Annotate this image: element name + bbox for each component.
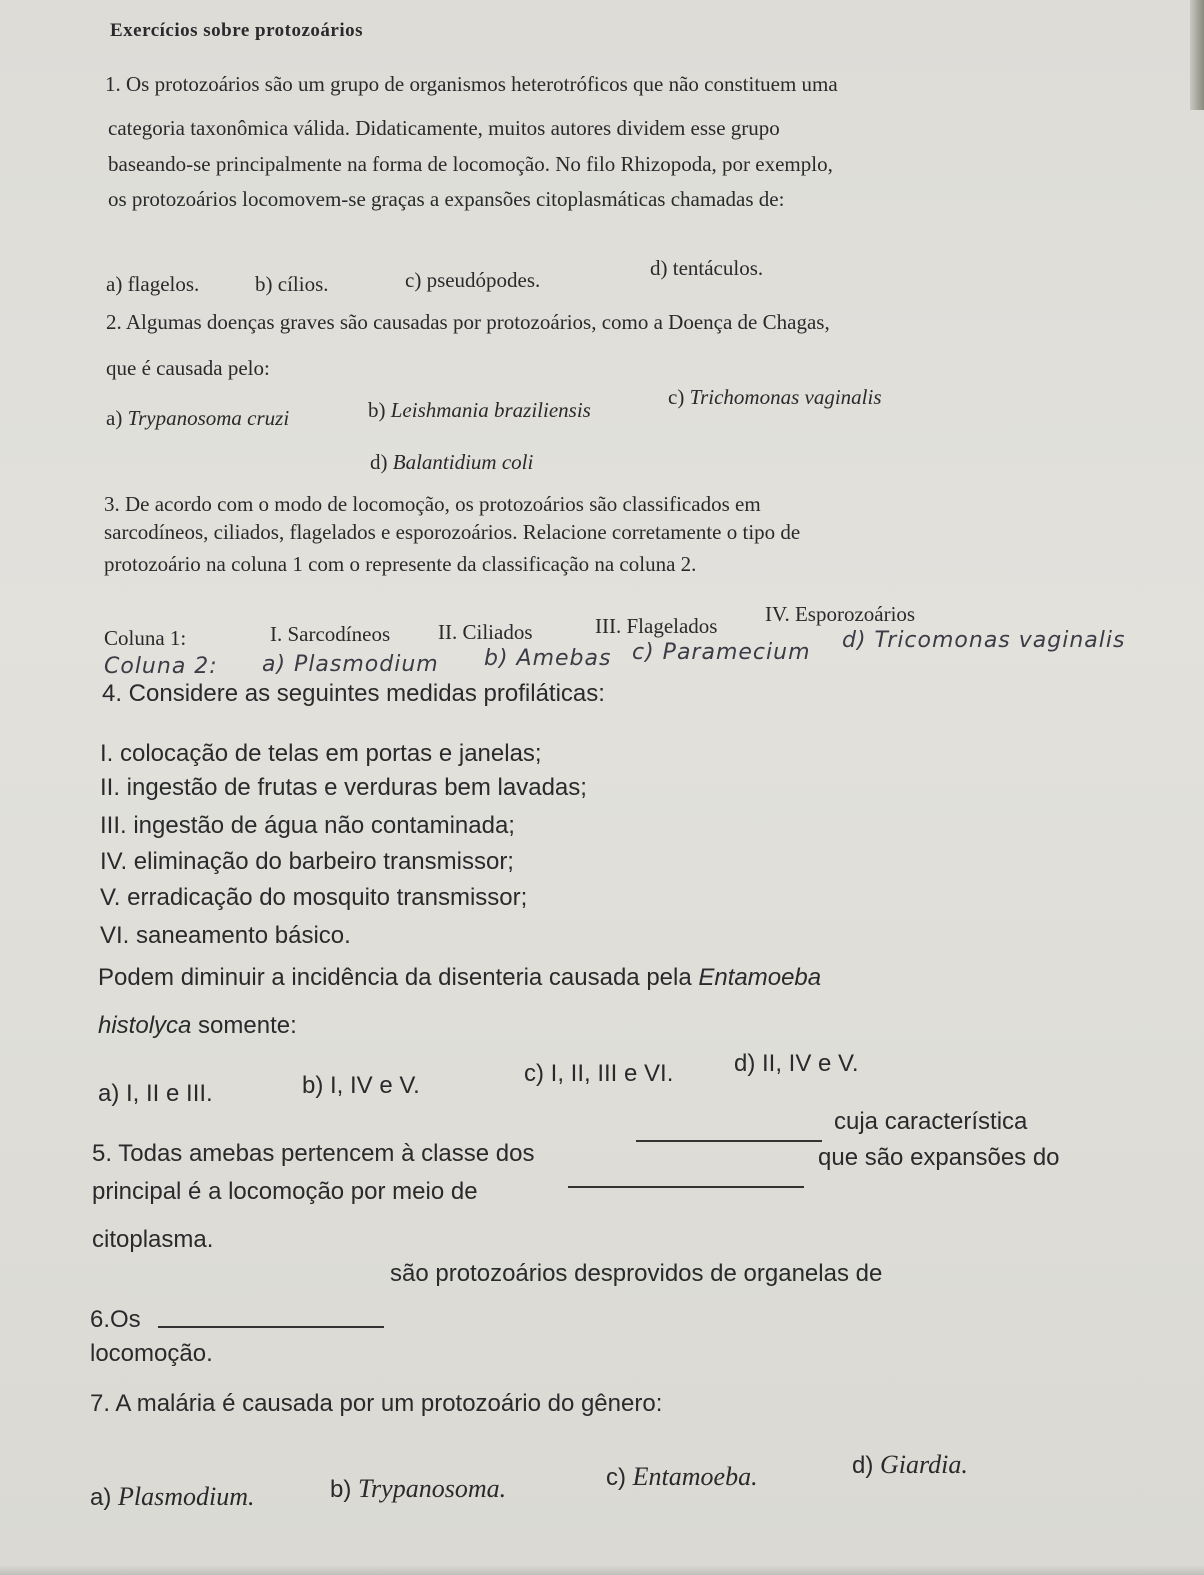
q2-option-c: c) Trichomonas vaginalis bbox=[668, 385, 882, 409]
q1-option-b: b) cílios. bbox=[255, 272, 329, 296]
q6-part-3: locomoção. bbox=[90, 1340, 213, 1367]
q1-option-a: a) flagelos. bbox=[106, 272, 200, 296]
q5-part-5: citoplasma. bbox=[92, 1226, 214, 1253]
q4-intro: 4. Considere as seguintes medidas profiláticas: bbox=[102, 680, 605, 707]
q5-part-1: 5. Todas amebas pertencem à classe dos bbox=[92, 1140, 535, 1167]
q1-line-2: categoria taxonômica válida. Didaticamente, muitos autores dividem esse grupo bbox=[108, 116, 780, 140]
q6-blank[interactable] bbox=[158, 1326, 384, 1328]
q2-line-2: que é causada pelo: bbox=[106, 356, 270, 380]
q3-col1-item-4: IV. Esporozoários bbox=[765, 602, 916, 626]
q5-part-2: cuja característica bbox=[834, 1108, 1028, 1135]
page-edge bbox=[1190, 0, 1204, 110]
q6-part-1: 6.Os bbox=[90, 1306, 141, 1333]
q3-col2-item-d: d) Tricomonas vaginalis bbox=[842, 628, 1126, 653]
q3-col1-item-1: I. Sarcodíneos bbox=[270, 622, 391, 646]
q3-col2-item-b: b) Amebas bbox=[484, 646, 612, 671]
q3-line-3: protozoário na coluna 1 com o represente da classificação na coluna 2. bbox=[104, 552, 697, 576]
q2-option-d: d) Balantidium coli bbox=[370, 450, 534, 474]
q5-part-4: que são expansões do bbox=[818, 1144, 1060, 1171]
q4-item-1: I. colocação de telas em portas e janelas; bbox=[100, 740, 542, 767]
q3-col1-item-3: III. Flagelados bbox=[595, 614, 718, 638]
q4-option-c: c) I, II, III e VI. bbox=[524, 1060, 674, 1087]
q4-item-2: II. ingestão de frutas e verduras bem lavadas; bbox=[100, 774, 587, 801]
q2-option-a: a) Trypanosoma cruzi bbox=[106, 406, 290, 430]
q1-option-c: c) pseudópodes. bbox=[405, 268, 541, 292]
q2-line-1: 2. Algumas doenças graves são causadas por protozoários, como a Doença de Chagas, bbox=[106, 310, 830, 334]
q3-line-1: 3. De acordo com o modo de locomoção, os protozoários são classificados em bbox=[104, 492, 761, 516]
q3-col1-item-2: II. Ciliados bbox=[438, 620, 533, 644]
q6-part-2: são protozoários desprovidos de organelas de bbox=[390, 1260, 883, 1287]
q7-option-d: d) Giardia. bbox=[852, 1450, 968, 1479]
q5-blank-1[interactable] bbox=[636, 1140, 822, 1142]
q4-option-a: a) I, II e III. bbox=[98, 1080, 213, 1107]
q4-item-4: IV. eliminação do barbeiro transmissor; bbox=[100, 848, 514, 875]
q7-option-a: a) Plasmodium. bbox=[90, 1482, 255, 1511]
q4-option-b: b) I, IV e V. bbox=[302, 1072, 420, 1099]
q5-part-3: principal é a locomoção por meio de bbox=[92, 1178, 478, 1205]
q3-column-2-label: Coluna 2: bbox=[104, 654, 218, 679]
q7-option-b: b) Trypanosoma. bbox=[330, 1474, 507, 1503]
q3-column-1-label: Coluna 1: bbox=[104, 626, 187, 650]
q1-line-3: baseando-se principalmente na forma de locomoção. No filo Rhizopoda, por exemplo, bbox=[108, 152, 833, 176]
q2-option-b: b) Leishmania braziliensis bbox=[368, 398, 591, 422]
q4-question-line-2: histolyca somente: bbox=[98, 1012, 297, 1039]
q7-option-c: c) Entamoeba. bbox=[606, 1462, 758, 1491]
q3-col2-item-c: c) Paramecium bbox=[632, 640, 811, 665]
page-bottom-shadow bbox=[0, 1565, 1204, 1575]
q3-col2-item-a: a) Plasmodium bbox=[262, 652, 439, 677]
q3-line-2: sarcodíneos, ciliados, flagelados e esporozoários. Relacione corretamente o tipo de bbox=[104, 520, 801, 544]
q4-item-6: VI. saneamento básico. bbox=[100, 922, 351, 949]
q4-item-3: III. ingestão de água não contaminada; bbox=[100, 812, 515, 839]
q7-question: 7. A malária é causada por um protozoário do gênero: bbox=[90, 1390, 663, 1417]
q4-item-5: V. erradicação do mosquito transmissor; bbox=[100, 884, 528, 911]
q1-line-1: 1. Os protozoários são um grupo de organismos heterotróficos que não constituem uma bbox=[105, 72, 838, 96]
q1-line-4: os protozoários locomovem-se graças a expansões citoplasmáticas chamadas de: bbox=[108, 187, 785, 211]
q4-question-line-1: Podem diminuir a incidência da disenteria causada pela Entamoeba bbox=[98, 964, 822, 991]
q5-blank-2[interactable] bbox=[568, 1186, 804, 1188]
q4-option-d: d) II, IV e V. bbox=[734, 1050, 859, 1077]
q1-option-d: d) tentáculos. bbox=[650, 256, 764, 280]
worksheet-title: Exercícios sobre protozoários bbox=[110, 20, 364, 41]
